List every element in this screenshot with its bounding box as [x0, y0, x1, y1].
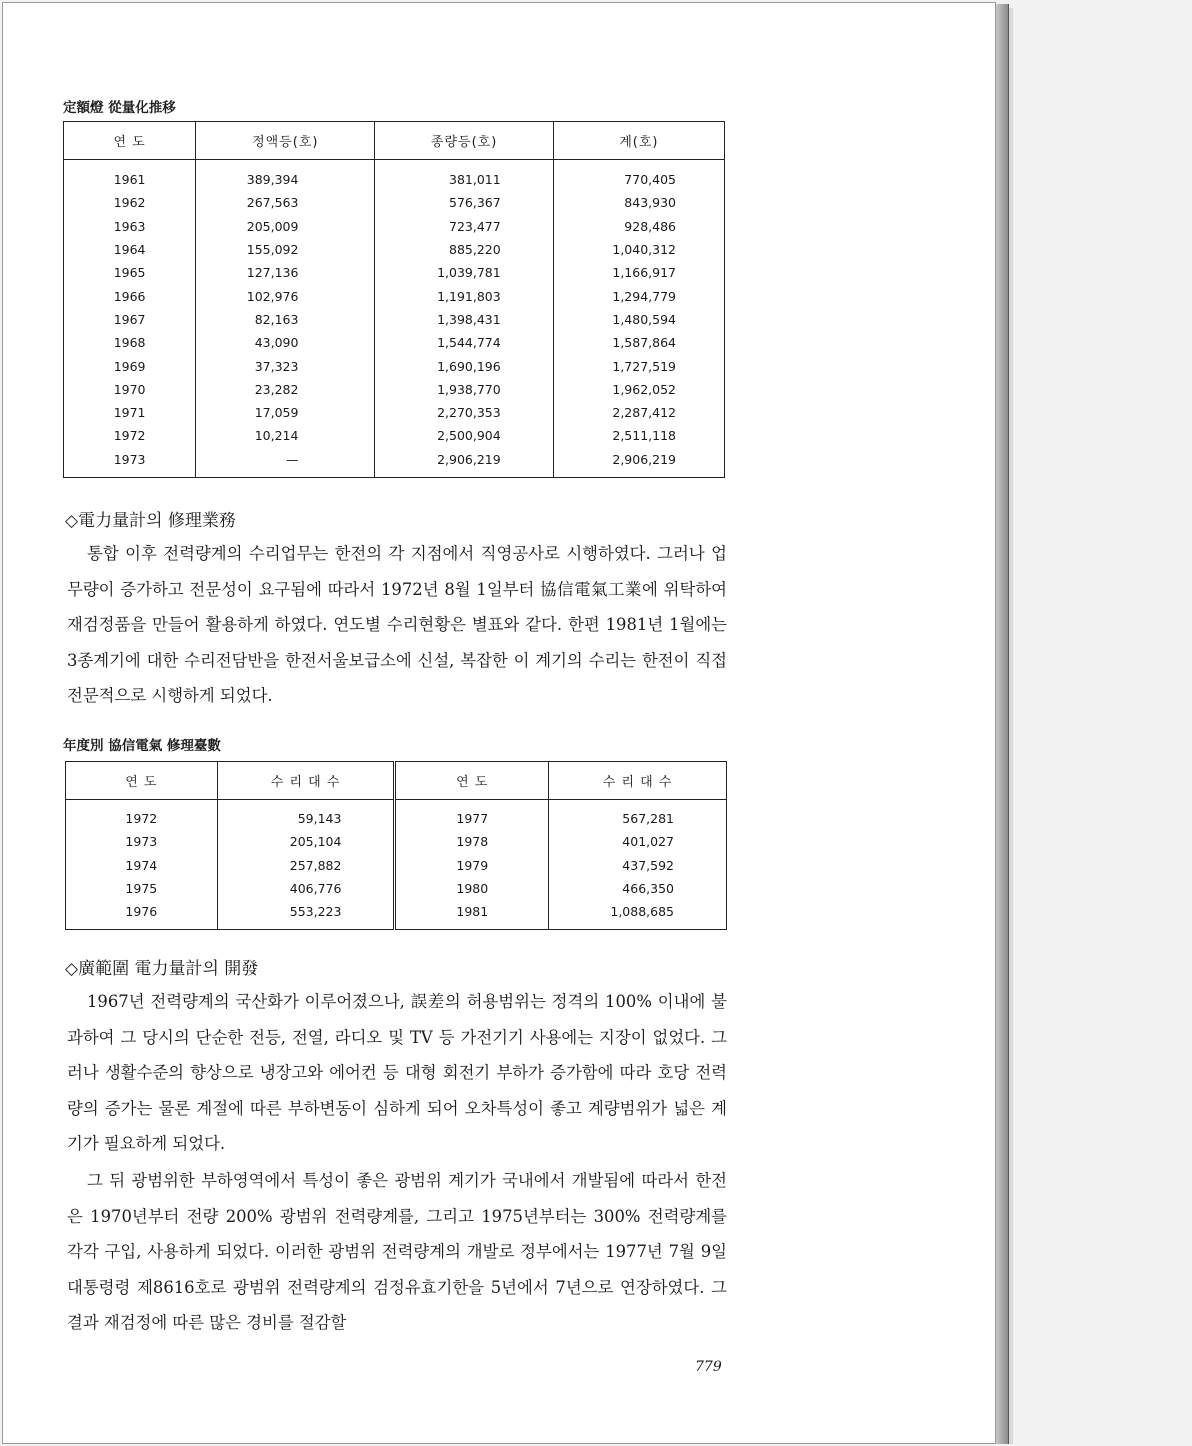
table2-row: [66, 800, 727, 831]
table1-row: [64, 424, 725, 447]
page-number: 779: [695, 1359, 722, 1375]
table1-cell-total: 1,727,519: [553, 354, 724, 377]
table2-row: [66, 830, 727, 853]
table1-cell-fixed: 17,059: [196, 401, 375, 424]
table2-header-count-left: 수 리 대 수: [217, 762, 395, 800]
table2-cell-year-left: 1976: [125, 904, 158, 920]
table1-cell-year: 1963: [113, 218, 146, 234]
table1-cell-fixed: 267,563: [196, 191, 375, 214]
table1-cell-total: 1,040,312: [553, 238, 724, 261]
table2-cell-count-right: 567,281: [549, 800, 727, 831]
table1-header-row: [64, 122, 725, 160]
table2-header-count-right: 수 리 대 수: [549, 762, 727, 800]
table2-row: [66, 900, 727, 930]
table1-cell-metered: 2,270,353: [375, 401, 553, 424]
table1-cell-total: 1,294,779: [553, 284, 724, 307]
section2-paragraph-2: 그 뒤 광범위한 부하영역에서 특성이 좋은 광범위 계기가 국내에서 개발됨에 따라서 한전은 1970년부터 전량 200% 광범위 전력량계를, 그리고 1975년부터는 300% 전력량계를 각각 구입, 사용하게 되었다. 이러한 광범위 전력량계의 개발로 정부에서는 1977년 7월 9일 대통령령 제8616호로 광범위 전력량계의 검정유효기한을 5년에서 7년으로 연장하였다. 그 결과 재검정에 따른 많은 경비를 절감할: [67, 1171, 727, 1332]
table1-cell-fixed: 205,009: [196, 215, 375, 238]
section2-paragraph-1: 1967년 전력량계의 국산화가 이루어졌으나, 誤差의 허용범위는 정격의 100% 이내에 불과하여 그 당시의 단순한 전등, 전열, 라디오 및 TV 등 가전기기 사용에는 지장이 없었다. 그러나 생활수준의 향상으로 냉장고와 에어컨 등 대형 회전기 부하가 증가함에 따라 호당 전력량의 증가는 물론 계절에 따른 부하변동이 심하게 되어 오차특성이 좋고 계량범위가 넓은 계기가 필요하게 되었다.: [67, 992, 727, 1153]
table1-cell-fixed: 389,394: [196, 160, 375, 192]
table2-cell-year-left: 1974: [125, 857, 158, 873]
table1-cell-metered: 1,039,781: [375, 261, 553, 284]
table2-cell-year-right: 1980: [395, 877, 549, 900]
table1-cell-fixed: 23,282: [196, 378, 375, 401]
table1-header-fixed: 정액등(호): [196, 122, 375, 160]
table1-cell-total: 1,166,917: [553, 261, 724, 284]
table2-header-year-right: 연 도: [395, 762, 549, 800]
table1-cell-total: 770,405: [553, 160, 724, 192]
table1-cell-fixed: 37,323: [196, 354, 375, 377]
table2-row: [66, 854, 727, 877]
table2-cell-count-left: 406,776: [217, 877, 395, 900]
table1-cell-metered: 2,906,219: [375, 448, 553, 478]
table1-cell-fixed: 82,163: [196, 308, 375, 331]
table1-cell-metered: 576,367: [375, 191, 553, 214]
table1-cell-metered: 1,690,196: [375, 354, 553, 377]
table1-row: [64, 331, 725, 354]
table1-cell-total: 1,587,864: [553, 331, 724, 354]
table1-row: [64, 448, 725, 478]
table2-cell-year-left: 1973: [125, 834, 158, 850]
table1-cell-fixed: 155,092: [196, 238, 375, 261]
table1-cell-metered: 1,191,803: [375, 284, 553, 307]
table1-row: [64, 378, 725, 401]
table2-header-row: [66, 762, 727, 800]
table2-cell-year-right: 1978: [395, 830, 549, 853]
table2-cell-year-right: 1977: [395, 800, 549, 831]
section2-heading: ◇廣範圍 電力量計의 開發: [65, 959, 259, 979]
table1-cell-year: 1971: [113, 405, 146, 421]
table1-cell-fixed: 43,090: [196, 331, 375, 354]
table1-cell-total: 2,511,118: [553, 424, 724, 447]
table2-cell-count-left: 257,882: [217, 854, 395, 877]
table1-cell-metered: 723,477: [375, 215, 553, 238]
table2-cell-count-right: 1,088,685: [549, 900, 727, 930]
document-page: [2, 2, 996, 1444]
table2-cell-count-right: 401,027: [549, 830, 727, 853]
table1-row: [64, 354, 725, 377]
section1-heading: ◇電力量計의 修理業務: [65, 511, 236, 531]
table2-cell-year-left: 1972: [125, 811, 158, 827]
table1-cell-metered: 1,544,774: [375, 331, 553, 354]
table1-cell-metered: 2,500,904: [375, 424, 553, 447]
table2-cell-count-left: 59,143: [217, 800, 395, 831]
table2-cell-count-left: 553,223: [217, 900, 395, 930]
table2-row: [66, 877, 727, 900]
table1-row: [64, 191, 725, 214]
table1-cell-year: 1970: [113, 381, 146, 397]
table1-cell-year: 1972: [113, 428, 146, 444]
table1-cell-year: 1966: [113, 288, 146, 304]
table1-cell-fixed: —: [196, 448, 375, 478]
page-stack-edge: [996, 4, 1009, 1444]
table2-header-year-left: 연 도: [66, 762, 218, 800]
table2-cell-count-right: 466,350: [549, 877, 727, 900]
table1-cell-year: 1962: [113, 195, 146, 211]
table1-cell-total: 928,486: [553, 215, 724, 238]
table-fixed-vs-metered-lamps: [63, 121, 725, 478]
table1-cell-total: 2,287,412: [553, 401, 724, 424]
table2-cell-year-right: 1979: [395, 854, 549, 877]
table1-cell-year: 1968: [113, 335, 146, 351]
section1-paragraph: 통합 이후 전력량계의 수리업무는 한전의 각 지점에서 직영공사로 시행하였다. 그러나 업무량이 증가하고 전문성이 요구됨에 따라서 1972년 8월 1일부터 協信電氣工業에 위탁하여 재검정품을 만들어 활용하게 하였다. 연도별 수리현황은 별표와 같다. 한편 1981년 1월에는 3종계기에 대한 수리전담반을 한전서울보급소에 신설, 복잡한 이 계기의 수리는 한전이 직접 전문적으로 시행하게 되었다.: [67, 544, 727, 705]
table1-cell-metered: 885,220: [375, 238, 553, 261]
table1-cell-total: 2,906,219: [553, 448, 724, 478]
table1-header-metered: 종량등(호): [375, 122, 553, 160]
table1-cell-fixed: 127,136: [196, 261, 375, 284]
table-repair-counts: [65, 761, 727, 930]
table1-header-total: 계(호): [553, 122, 724, 160]
table1-row: [64, 401, 725, 424]
table2-cell-count-right: 437,592: [549, 854, 727, 877]
table1-cell-year: 1961: [113, 172, 146, 188]
table1-cell-year: 1964: [113, 242, 146, 258]
table1-cell-metered: 381,011: [375, 160, 553, 192]
table1-cell-year: 1973: [113, 451, 146, 467]
table1-cell-fixed: 102,976: [196, 284, 375, 307]
table2-cell-year-left: 1975: [125, 881, 158, 897]
table1-row: [64, 238, 725, 261]
table1-cell-fixed: 10,214: [196, 424, 375, 447]
table1-row: [64, 284, 725, 307]
table1-cell-metered: 1,938,770: [375, 378, 553, 401]
table1-cell-total: 1,480,594: [553, 308, 724, 331]
table1-cell-total: 843,930: [553, 191, 724, 214]
table1-cell-year: 1969: [113, 358, 146, 374]
table1-row: [64, 160, 725, 192]
table2-title: 年度別 協信電氣 修理臺數: [63, 738, 221, 754]
table1-cell-total: 1,962,052: [553, 378, 724, 401]
table2-cell-year-right: 1981: [395, 900, 549, 930]
page-shadow: [1009, 8, 1013, 1444]
table1-cell-year: 1965: [113, 265, 146, 281]
table1-header-year: 연 도: [64, 122, 196, 160]
table1-row: [64, 261, 725, 284]
table1-cell-year: 1967: [113, 311, 146, 327]
table2-cell-count-left: 205,104: [217, 830, 395, 853]
table1-title: 定額燈 從量化推移: [63, 100, 176, 116]
table1-cell-metered: 1,398,431: [375, 308, 553, 331]
table1-row: [64, 308, 725, 331]
table1-row: [64, 215, 725, 238]
